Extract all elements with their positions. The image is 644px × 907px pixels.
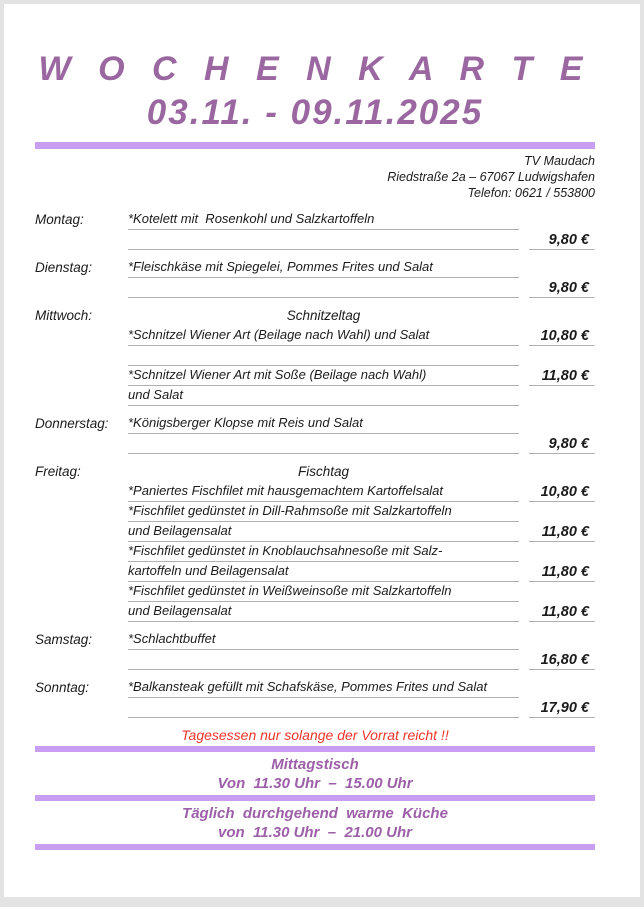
dish-description: *Fleischkäse mit Spiegelei, Pommes Frites und Salat xyxy=(128,259,519,278)
day-label xyxy=(35,619,128,622)
dish-description: *Schnitzel Wiener Art (Beilage nach Wahl) und Salat xyxy=(128,327,519,346)
menu-row xyxy=(35,562,595,582)
dish-description xyxy=(128,714,519,718)
dish-price xyxy=(529,229,595,230)
dish-price: 9,80 € xyxy=(529,436,595,454)
dish-price xyxy=(529,521,595,522)
day-label xyxy=(35,343,128,346)
lunch-title: Mittagstisch xyxy=(271,756,359,773)
dish-price: 11,80 € xyxy=(529,524,595,542)
dish-description: *Fischfilet gedünstet in Knoblauchsahnesoße mit Salz- xyxy=(128,543,519,562)
dish-price xyxy=(529,405,595,406)
day-block xyxy=(35,678,595,718)
dish-price: 11,80 € xyxy=(529,564,595,582)
date-range: 03.11. - 09.11.2025 xyxy=(146,93,484,132)
dish-price xyxy=(529,601,595,602)
day-block xyxy=(35,258,595,298)
divider-bar-1 xyxy=(35,746,595,752)
dish-price: 17,90 € xyxy=(529,700,595,718)
day-label xyxy=(35,667,128,670)
menu-row xyxy=(35,210,595,230)
day-label: Sonntag: xyxy=(35,680,90,695)
day-block xyxy=(35,630,595,670)
menu-row xyxy=(35,230,595,250)
dish-description: *Fischfilet gedünstet in Dill-Rahmsoße mit Salzkartoffeln xyxy=(128,503,519,522)
day-label xyxy=(35,539,128,542)
menu-row xyxy=(35,306,595,326)
menu-row xyxy=(35,346,595,366)
day-label: Dienstag: xyxy=(35,260,93,275)
dish-description xyxy=(128,246,519,250)
venue-street: Riedstraße 2a – 67067 Ludwigshafen xyxy=(387,170,595,184)
day-label xyxy=(35,599,128,602)
menu-table xyxy=(35,210,595,718)
menu-row xyxy=(35,602,595,622)
venue-name: TV Maudach xyxy=(524,154,595,168)
dish-description: *Kotelett mit Rosenkohl und Salzkartoffeln xyxy=(128,211,519,230)
day-label xyxy=(35,559,128,562)
menu-row xyxy=(35,482,595,502)
day-block xyxy=(35,414,595,454)
dish-description xyxy=(128,362,519,366)
dish-description: *Schnitzel Wiener Art mit Soße (Beilage nach Wahl) xyxy=(128,367,519,386)
day-label xyxy=(35,715,128,718)
page-title: W O C H E N K A R T E xyxy=(38,50,592,88)
dish-description: *Paniertes Fischfilet mit hausgemachtem Kartoffelsalat xyxy=(128,483,519,502)
dish-price xyxy=(529,433,595,434)
day-label: Donnerstag: xyxy=(35,416,109,431)
menu-row xyxy=(35,650,595,670)
day-label xyxy=(35,579,128,582)
menu-row xyxy=(35,258,595,278)
dish-description: *Schlachtbuffet xyxy=(128,631,519,650)
dish-price xyxy=(529,697,595,698)
day-label xyxy=(35,295,128,298)
menu-row xyxy=(35,542,595,562)
day-label: Mittwoch: xyxy=(35,308,93,323)
dish-price: 16,80 € xyxy=(529,652,595,670)
kitchen-title: Täglich durchgehend warme Küche xyxy=(182,805,448,822)
dish-price: 10,80 € xyxy=(529,328,595,346)
dish-description: *Königsberger Klopse mit Reis und Salat xyxy=(128,415,519,434)
dish-price xyxy=(529,365,595,366)
day-label xyxy=(35,519,128,522)
dish-price xyxy=(529,481,595,482)
lunch-hours: Von 11.30 Uhr – 15.00 Uhr xyxy=(217,775,413,792)
dish-price xyxy=(529,325,595,326)
venue-address xyxy=(35,153,595,201)
divider-bar-bottom xyxy=(35,844,595,850)
day-block xyxy=(35,306,595,406)
menu-row xyxy=(35,678,595,698)
day-label xyxy=(35,363,128,366)
dish-price xyxy=(529,649,595,650)
menu-row xyxy=(35,582,595,602)
menu-row xyxy=(35,386,595,406)
menu-row xyxy=(35,434,595,454)
dish-price xyxy=(529,561,595,562)
day-label: Montag: xyxy=(35,212,84,227)
dish-price: 11,80 € xyxy=(529,368,595,386)
day-label: Freitag: xyxy=(35,464,81,479)
menu-row xyxy=(35,502,595,522)
menu-row xyxy=(35,278,595,298)
day-label xyxy=(35,403,128,406)
dish-description: *Fischfilet gedünstet in Weißweinsoße mit Salzkartoffeln xyxy=(128,583,519,602)
availability-note: Tagesessen nur solange der Vorrat reicht !! xyxy=(181,727,449,743)
menu-row xyxy=(35,630,595,650)
day-label xyxy=(35,451,128,454)
menu-row xyxy=(35,522,595,542)
divider-bar-top xyxy=(35,142,595,149)
venue-phone: Telefon: 0621 / 553800 xyxy=(467,186,595,200)
dish-price: 11,80 € xyxy=(529,604,595,622)
day-block xyxy=(35,210,595,250)
day-label xyxy=(35,383,128,386)
divider-bar-2 xyxy=(35,795,595,801)
dish-price: 9,80 € xyxy=(529,280,595,298)
day-label: Samstag: xyxy=(35,632,93,647)
dish-price xyxy=(529,277,595,278)
dish-description: kartoffeln und Beilagensalat xyxy=(128,563,519,582)
dish-description: und Beilagensalat xyxy=(128,523,519,542)
day-special-header: Fischtag xyxy=(297,464,350,479)
day-label xyxy=(35,499,128,502)
dish-description xyxy=(128,666,519,670)
menu-row xyxy=(35,366,595,386)
dish-price: 10,80 € xyxy=(529,484,595,502)
dish-description: *Balkansteak gefüllt mit Schafskäse, Pommes Frites und Salat xyxy=(128,679,519,698)
menu-row xyxy=(35,414,595,434)
dish-description: und Salat xyxy=(128,387,519,406)
day-special-header: Schnitzeltag xyxy=(286,308,361,323)
day-label xyxy=(35,247,128,250)
menu-row xyxy=(35,462,595,482)
dish-price: 9,80 € xyxy=(529,232,595,250)
day-block xyxy=(35,462,595,622)
dish-description xyxy=(128,450,519,454)
kitchen-hours: von 11.30 Uhr – 21.00 Uhr xyxy=(218,824,412,841)
dish-description: und Beilagensalat xyxy=(128,603,519,622)
menu-row xyxy=(35,326,595,346)
dish-description xyxy=(128,294,519,298)
menu-row xyxy=(35,698,595,718)
menu-page xyxy=(4,4,640,897)
